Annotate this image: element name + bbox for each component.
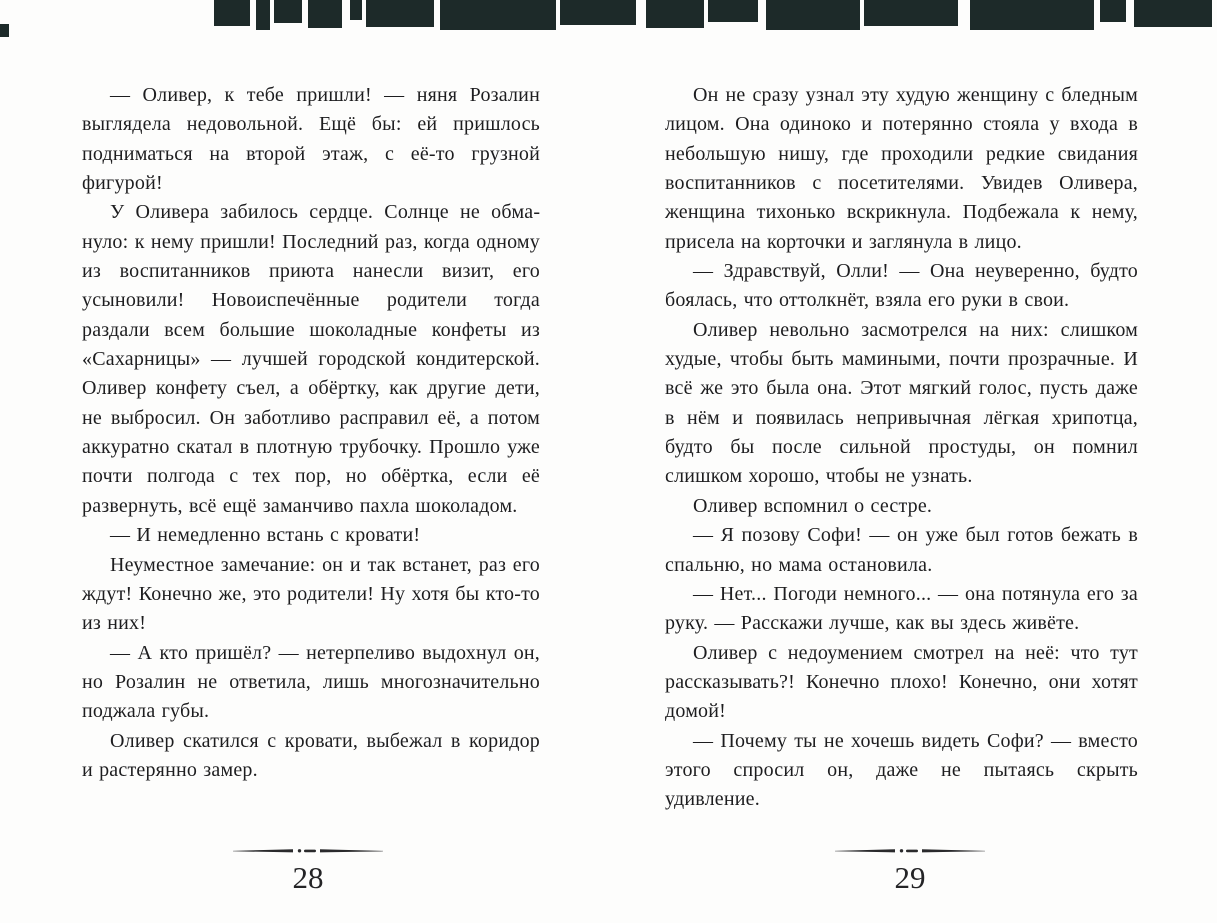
left-page-text-column xyxy=(82,81,540,785)
paragraph: Оливер скатился с кровати, выбежал в коридор и растерянно замер. xyxy=(82,729,540,781)
paragraph: — И немедленно встань с кровати! xyxy=(110,524,421,547)
paragraph: — Здравствуй, Олли! — Она неуверенно, будто боялась, что оттолкнёт, взяла его руки в свои. xyxy=(665,260,1138,312)
scan-top-edge xyxy=(0,0,1217,40)
paragraph: — А кто пришёл? — нетерпеливо выдохнул он, но Розалин не ответила, лишь многозначительно поджала губы. xyxy=(82,641,540,723)
paragraph: Оливер с недоумением смотрел на неё: что тут рассказывать?! Конечно плохо! Конечно, они хотят домой! xyxy=(665,641,1138,723)
paragraph: Неуместное замечание: он и так встанет, раз его ждут! Конечно же, это родители! Ну хотя бы кто-то из них! xyxy=(82,553,540,635)
page-number-right: 29 xyxy=(894,860,926,895)
footer-ornament-icon xyxy=(233,845,383,857)
paragraph: — Нет... Погоди немного... — она потянула его за руку. — Расскажи лучше, как вы здесь живёте. xyxy=(665,582,1138,635)
paragraph: — Почему ты не хочешь видеть Софи? — вместо этого спросил он, даже не пытаясь скрыть удивление. xyxy=(665,729,1138,811)
paragraph: У Оливера забилось сердце. Солнце не обмануло: к нему пришли! Последний раз, когда одному из воспитанников приюта нанесли визит, его усыновили! Новоиспечённые родители тогда раздали всем большие шоколадные конфеты из «Сахарницы» — лучшей городской кондитерской. Оливер конфету съел, а обёртку, как другие дети, не выбросил. Он заботливо расправил её, а потом аккуратно скатал в плотную трубочку. Прошло уже почти полгода с тех пор, но обёртка, если её развернуть, всё ещё заманчиво пахла шоколадом. xyxy=(82,201,540,517)
paragraph: Оливер невольно засмотрелся на них: слишком худые, чтобы быть мамиными, почти прозрачные. И всё же это была она. Этот мягкий голос, пусть даже в нём и появилась непривычная лёгкая хрипотца, будто бы после сильной простуды, он помнил слишком хорошо, чтобы не узнать. xyxy=(665,318,1138,488)
paragraph: — Я позову Софи! — он уже был готов бежать в спальню, но мама остановила. xyxy=(665,524,1138,576)
paragraph: Он не сразу узнал эту худую женщину с бледным лицом. Она одиноко и потерянно стояла у входа в небольшую нишу, где проходили редкие свидания воспитанников с посетителями. Увидев Оливера, женщина тихонько вскрикнула. Подбежала к нему, присела на корточки и заглянула в лицо. xyxy=(665,84,1138,253)
right-page-text-column xyxy=(665,81,1138,815)
paragraph: — Оливер, к тебе пришли! — няня Розалин выглядела недовольной. Ещё бы: ей пришлось подниматься на второй этаж, с её-то грузной фигурой! xyxy=(82,84,540,195)
left-page-footer xyxy=(228,845,388,895)
right-page-footer xyxy=(830,845,990,895)
page-number-left: 28 xyxy=(292,860,324,895)
footer-ornament-icon xyxy=(835,845,985,857)
paragraph: Оливер вспомнил о сестре. xyxy=(693,494,933,517)
